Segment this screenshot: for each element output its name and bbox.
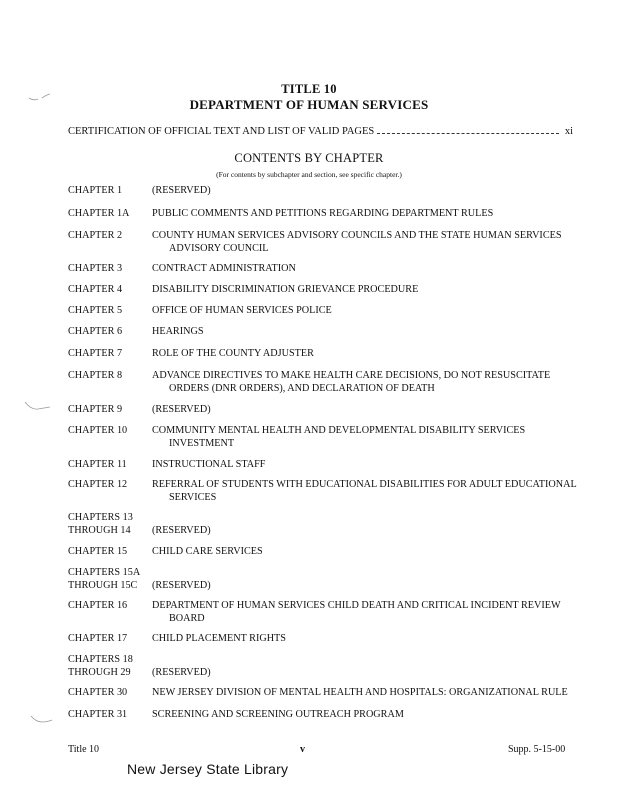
library-stamp: New Jersey State Library <box>127 761 289 777</box>
footer-page-number: v <box>300 744 305 755</box>
chapter-number: CHAPTER 11 <box>68 459 127 470</box>
chapter-title: HEARINGS <box>152 326 204 337</box>
scan-mark-icon <box>24 400 52 414</box>
chapter-number: CHAPTER 9 <box>68 404 123 415</box>
chapter-title: REFERRAL OF STUDENTS WITH EDUCATIONAL DISABILITIES FOR ADULT EDUCATIONAL SERVICES <box>152 479 577 503</box>
chapter-title: SCREENING AND SCREENING OUTREACH PROGRAM <box>152 709 404 720</box>
chapter-number: CHAPTER 12 <box>68 479 128 490</box>
chapter-title: CHILD CARE SERVICES <box>152 546 263 557</box>
title-number: TITLE 10 <box>281 82 337 96</box>
chapter-title: (RESERVED) <box>152 185 211 196</box>
chapter-number: CHAPTER 4 <box>68 284 123 295</box>
chapter-number: CHAPTER 3 <box>68 263 123 274</box>
certification-text: CERTIFICATION OF OFFICIAL TEXT AND LIST OF VALID PAGES <box>68 126 375 137</box>
chapter-title: (RESERVED) <box>152 524 211 536</box>
certification-page: xi <box>564 126 573 137</box>
chapter-title: NEW JERSEY DIVISION OF MENTAL HEALTH AND HOSPITALS: ORGANIZATIONAL RULE <box>152 687 568 698</box>
chapter-number: CHAPTER 1A <box>68 208 130 219</box>
footer-supplement-date: Supp. 5-15-00 <box>508 744 566 755</box>
chapter-number: CHAPTER 15 <box>68 546 128 557</box>
certification-line <box>68 126 573 137</box>
chapter-number: CHAPTER 5 <box>68 305 123 316</box>
chapter-number: CHAPTER 17 <box>68 633 128 644</box>
chapter-number: CHAPTERS 18 THROUGH 29 <box>68 654 133 678</box>
chapter-title: OFFICE OF HUMAN SERVICES POLICE <box>152 305 332 316</box>
chapter-title: ADVANCE DIRECTIVES TO MAKE HEALTH CARE DECISIONS, DO NOT RESUSCITATE ORDERS (DNR ORDERS), AND DECLARATION OF DEATH <box>152 370 551 394</box>
chapter-title: COUNTY HUMAN SERVICES ADVISORY COUNCILS AND THE STATE HUMAN SERVICES ADVISORY COUNCIL <box>152 230 562 254</box>
chapter-title: PUBLIC COMMENTS AND PETITIONS REGARDING DEPARTMENT RULES <box>152 208 494 219</box>
chapter-number: CHAPTERS 13 THROUGH 14 <box>68 512 133 536</box>
dot-leader <box>377 132 559 134</box>
contents-heading: CONTENTS BY CHAPTER <box>234 151 384 165</box>
chapter-number: CHAPTER 10 <box>68 425 128 436</box>
chapter-number: CHAPTER 1 <box>68 185 123 196</box>
chapter-number: CHAPTER 8 <box>68 370 123 381</box>
chapter-number: CHAPTER 30 <box>68 687 128 698</box>
chapter-number: CHAPTERS 15A THROUGH 15C <box>68 567 141 591</box>
chapter-number: CHAPTER 31 <box>68 709 128 720</box>
department-title: DEPARTMENT OF HUMAN SERVICES <box>189 97 429 112</box>
contents-note: (For contents by subchapter and section, see specific chapter.) <box>216 170 402 179</box>
chapter-title: DISABILITY DISCRIMINATION GRIEVANCE PROCEDURE <box>152 284 419 295</box>
chapter-title: INSTRUCTIONAL STAFF <box>152 459 266 470</box>
chapter-title: CHILD PLACEMENT RIGHTS <box>152 633 286 644</box>
chapter-title: (RESERVED) <box>152 579 211 591</box>
chapter-number: CHAPTER 7 <box>68 348 123 359</box>
chapter-title: ROLE OF THE COUNTY ADJUSTER <box>152 348 314 359</box>
chapter-number: CHAPTER 6 <box>68 326 123 337</box>
chapter-title: DEPARTMENT OF HUMAN SERVICES CHILD DEATH AND CRITICAL INCIDENT REVIEW BOARD <box>152 600 561 624</box>
footer-title: Title 10 <box>68 744 100 755</box>
chapter-number: CHAPTER 16 <box>68 600 128 611</box>
scan-mark-icon <box>30 714 54 726</box>
chapter-number: CHAPTER 2 <box>68 230 123 241</box>
chapter-title: (RESERVED) <box>152 404 211 415</box>
chapter-title: (RESERVED) <box>152 666 211 678</box>
chapter-title: COMMUNITY MENTAL HEALTH AND DEVELOPMENTAL DISABILITY SERVICES INVESTMENT <box>152 425 526 449</box>
title-block <box>0 82 618 112</box>
chapter-title: CONTRACT ADMINISTRATION <box>152 263 296 274</box>
